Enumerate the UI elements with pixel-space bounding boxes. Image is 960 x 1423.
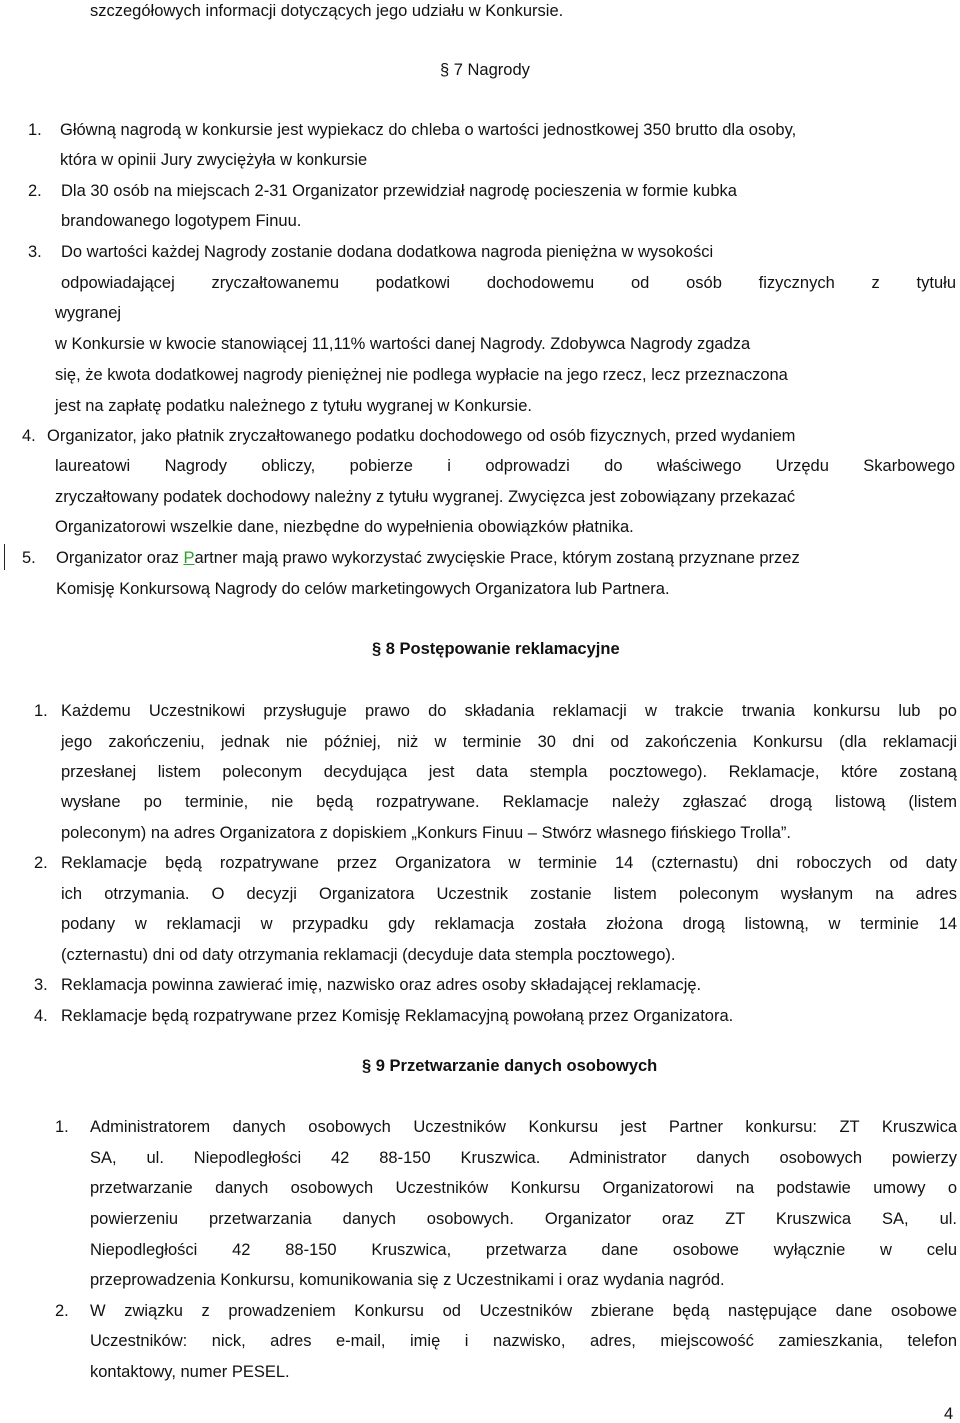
s7-item-1-number: 1. — [28, 121, 42, 139]
s7-item-5-green-letter: P — [183, 549, 195, 567]
s8-item-2-line-2: ich otrzymania. O decyzji Organizatora Uczestnik zostanie listem poleconym wysłanym na adres — [61, 885, 957, 903]
s8-item-1-line-2: jego zakończeniu, jednak nie później, niż w terminie 30 dni od zakończenia Konkursu (dla reklamacji — [61, 733, 957, 751]
s7-item-5-number: 5. — [22, 549, 36, 567]
s9-item-1-line-4: powierzeniu przetwarzania danych osobowych. Organizator oraz ZT Kruszwica SA, ul. — [90, 1210, 957, 1228]
s7-item-4-line-3: zryczałtowany podatek dochodowy należny z tytułu wygranej. Zwycięzca jest zobowiązany przekazać — [55, 488, 796, 506]
s8-item-2-number: 2. — [34, 854, 48, 872]
s8-item-4-line-1: Reklamacje będą rozpatrywane przez Komisję Reklamacyjną powołaną przez Organizatora. — [61, 1007, 734, 1025]
s8-item-1-line-4: wysłane po terminie, nie będą rozpatrywane. Reklamacje należy zgłaszać drogą listową (listem — [61, 793, 957, 811]
s9-item-1-number: 1. — [55, 1118, 69, 1136]
s8-item-1-line-5: poleconym) na adres Organizatora z dopiskiem „Konkurs Finuu – Stwórz własnego fińskiego Trolla”. — [61, 824, 792, 842]
s8-item-3-number: 3. — [34, 976, 48, 994]
s8-item-3-line-1: Reklamacja powinna zawierać imię, nazwisko oraz adres osoby składającej reklamację. — [61, 976, 702, 994]
s8-item-1-number: 1. — [34, 702, 48, 720]
s7-item-2-line-1: Dla 30 osób na miejscach 2-31 Organizator przewidział nagrodę pocieszenia w formie kubka — [61, 182, 737, 200]
s7-item-1-line-1: Główną nagrodą w konkursie jest wypiekacz do chleba o wartości jednostkowej 350 brutto dla osoby, — [60, 121, 797, 139]
page-number: 4 — [944, 1405, 954, 1423]
s7-item-5-line-2: Komisję Konkursową Nagrody do celów marketingowych Organizatora lub Partnera. — [56, 580, 670, 598]
section-8-title: § 8 Postępowanie reklamacyjne — [372, 640, 620, 658]
s8-item-2-line-3: podany w reklamacji w przypadku gdy reklamacja została złożona drogą listowną, w terminie 14 — [61, 915, 957, 933]
s7-item-2-number: 2. — [28, 182, 42, 200]
s7-item-5-text-b: artner mają prawo wykorzystać zwycięskie Prace, którym zostaną przyznane przez — [194, 549, 800, 567]
s7-item-5-text-a: Organizator oraz — [56, 549, 184, 567]
section-9-title: § 9 Przetwarzanie danych osobowych — [362, 1057, 658, 1075]
s7-item-3-line-5: się, że kwota dodatkowej nagrody pieniężnej nie podlega wypłacie na jego rzecz, lecz przeznaczona — [55, 366, 788, 384]
s9-item-1-line-5: Niepodległości 42 88-150 Kruszwica, przetwarza dane osobowe wyłącznie w celu — [90, 1241, 957, 1259]
s8-item-2-line-1: Reklamacje będą rozpatrywane przez Organizatora w terminie 14 (czternastu) dni roboczych od daty — [61, 854, 957, 872]
s8-item-4-number: 4. — [34, 1007, 48, 1025]
s7-item-4-line-4: Organizatorowi wszelkie dane, niezbędne do wypełnienia obowiązków płatnika. — [55, 518, 634, 536]
s7-item-4-line-2: laureatowi Nagrody obliczy, pobierze i odprowadzi do właściwego Urzędu Skarbowego — [55, 457, 955, 475]
s7-item-3-line-6: jest na zapłatę podatku należnego z tytułu wygranej w Konkursie. — [55, 397, 532, 415]
s8-item-1-line-3: przesłanej listem poleconym decydująca jest data stempla pocztowego). Reklamacje, które zostaną — [61, 763, 957, 781]
s7-item-4-line-1: Organizator, jako płatnik zryczałtowanego podatku dochodowego od osób fizycznych, przed wydaniem — [47, 427, 796, 445]
s7-item-3-line-2: odpowiadającej zryczałtowanemu podatkowi dochodowemu od osób fizycznych z tytułu — [61, 274, 956, 292]
s9-item-1-line-6: przeprowadzenia Konkursu, komunikowania się z Uczestnikami i oraz wydania nagród. — [90, 1271, 725, 1289]
s7-item-3-line-1: Do wartości każdej Nagrody zostanie dodana dodatkowa nagroda pieniężna w wysokości — [61, 243, 714, 261]
s7-item-2-line-2: brandowanego logotypem Finuu. — [61, 212, 302, 230]
section-7-title: § 7 Nagrody — [440, 61, 530, 79]
s9-item-2-line-3: kontaktowy, numer PESEL. — [90, 1363, 290, 1381]
s7-item-3-line-3: wygranej — [55, 304, 122, 322]
s9-item-2-line-2: Uczestników: nick, adres e-mail, imię i nazwisko, adres, miejscowość zamieszkania, telefon — [90, 1332, 957, 1350]
s8-item-1-line-1: Każdemu Uczestnikowi przysługuje prawo do składania reklamacji w trakcie trwania konkursu lub po — [61, 702, 957, 720]
s9-item-2-line-1: W związku z prowadzeniem Konkursu od Uczestników zbierane będą następujące dane osobowe — [90, 1302, 957, 1320]
intro-fragment: szczegółowych informacji dotyczących jego udziału w Konkursie. — [90, 2, 564, 20]
s8-item-2-line-4: (czternastu) dni od daty otrzymania reklamacji (decyduje data stempla pocztowego). — [61, 946, 676, 964]
s7-item-4-number: 4. — [22, 427, 36, 445]
s7-item-3-line-4: w Konkursie w kwocie stanowiącej 11,11% wartości danej Nagrody. Zdobywca Nagrody zgadza — [55, 335, 751, 353]
s9-item-1-line-3: przetwarzanie danych osobowych Uczestników Konkursu Organizatorowi na podstawie umowy o — [90, 1179, 957, 1197]
s7-item-1-line-2: która w opinii Jury zwyciężyła w konkursie — [60, 151, 368, 169]
change-bar — [4, 544, 5, 570]
s9-item-1-line-2: SA, ul. Niepodległości 42 88-150 Kruszwica. Administrator danych osobowych powierzy — [90, 1149, 957, 1167]
s7-item-3-number: 3. — [28, 243, 42, 261]
s7-item-5-line-1 — [56, 547, 800, 569]
s9-item-2-number: 2. — [55, 1302, 69, 1320]
s9-item-1-line-1: Administratorem danych osobowych Uczestników Konkursu jest Partner konkursu: ZT Kruszwica — [90, 1118, 957, 1136]
